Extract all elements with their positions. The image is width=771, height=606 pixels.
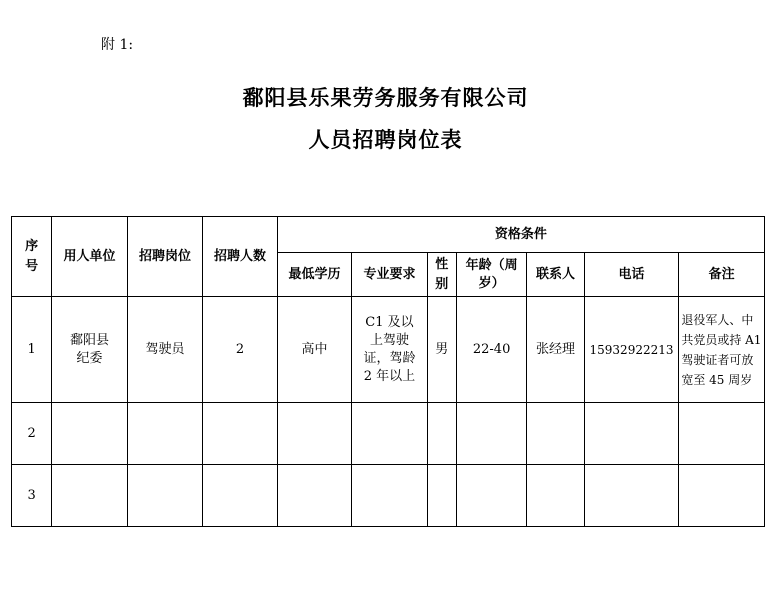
cell-phone <box>584 403 679 465</box>
cell-unit <box>52 403 127 465</box>
header-qualifications: 资格条件 <box>277 217 764 253</box>
cell-remarks: 退役军人、中共党员或持 A1 驾驶证者可放宽至 45 周岁 <box>679 297 765 403</box>
table-title: 人员招聘岗位表 <box>308 128 463 152</box>
cell-age <box>456 465 526 527</box>
cell-gender: 男 <box>427 297 456 403</box>
cell-position: 驾驶员 <box>127 297 202 403</box>
cell-gender <box>427 403 456 465</box>
cell-count <box>203 403 277 465</box>
cell-contact <box>527 465 584 527</box>
cell-education: 高中 <box>277 297 351 403</box>
cell-education <box>277 403 351 465</box>
cell-contact <box>527 403 584 465</box>
header-age: 年龄（周岁） <box>456 253 526 297</box>
cell-position <box>127 403 202 465</box>
cell-unit <box>52 465 127 527</box>
company-title: 鄱阳县乐果劳务服务有限公司 <box>242 86 529 110</box>
attachment-label: 附 1: <box>101 37 134 53</box>
header-count: 招聘人数 <box>203 217 277 297</box>
header-requirement: 专业要求 <box>352 253 427 297</box>
header-seq: 序号 <box>12 217 52 297</box>
cell-seq: 1 <box>12 297 52 403</box>
cell-gender <box>427 465 456 527</box>
header-contact: 联系人 <box>527 253 584 297</box>
header-position: 招聘岗位 <box>127 217 202 297</box>
header-gender: 性别 <box>427 253 456 297</box>
recruitment-table <box>11 216 765 527</box>
header-remarks: 备注 <box>679 253 765 297</box>
cell-phone: 15932922213 <box>584 297 679 403</box>
cell-remarks <box>679 465 765 527</box>
header-education: 最低学历 <box>277 253 351 297</box>
cell-requirement: C1 及以上驾驶证，驾龄 2 年以上 <box>352 297 427 403</box>
table-row <box>12 465 765 527</box>
header-row-1 <box>12 217 765 253</box>
table-row <box>12 403 765 465</box>
cell-contact: 张经理 <box>527 297 584 403</box>
cell-count: 2 <box>203 297 277 403</box>
cell-education <box>277 465 351 527</box>
header-phone: 电话 <box>584 253 679 297</box>
cell-requirement <box>352 403 427 465</box>
header-unit: 用人单位 <box>52 217 127 297</box>
cell-seq: 3 <box>12 465 52 527</box>
cell-count <box>203 465 277 527</box>
cell-phone <box>584 465 679 527</box>
cell-remarks <box>679 403 765 465</box>
cell-unit: 鄱阳县纪委 <box>52 297 127 403</box>
table-row <box>12 297 765 403</box>
cell-seq: 2 <box>12 403 52 465</box>
cell-age: 22-40 <box>456 297 526 403</box>
cell-requirement <box>352 465 427 527</box>
cell-position <box>127 465 202 527</box>
cell-age <box>456 403 526 465</box>
